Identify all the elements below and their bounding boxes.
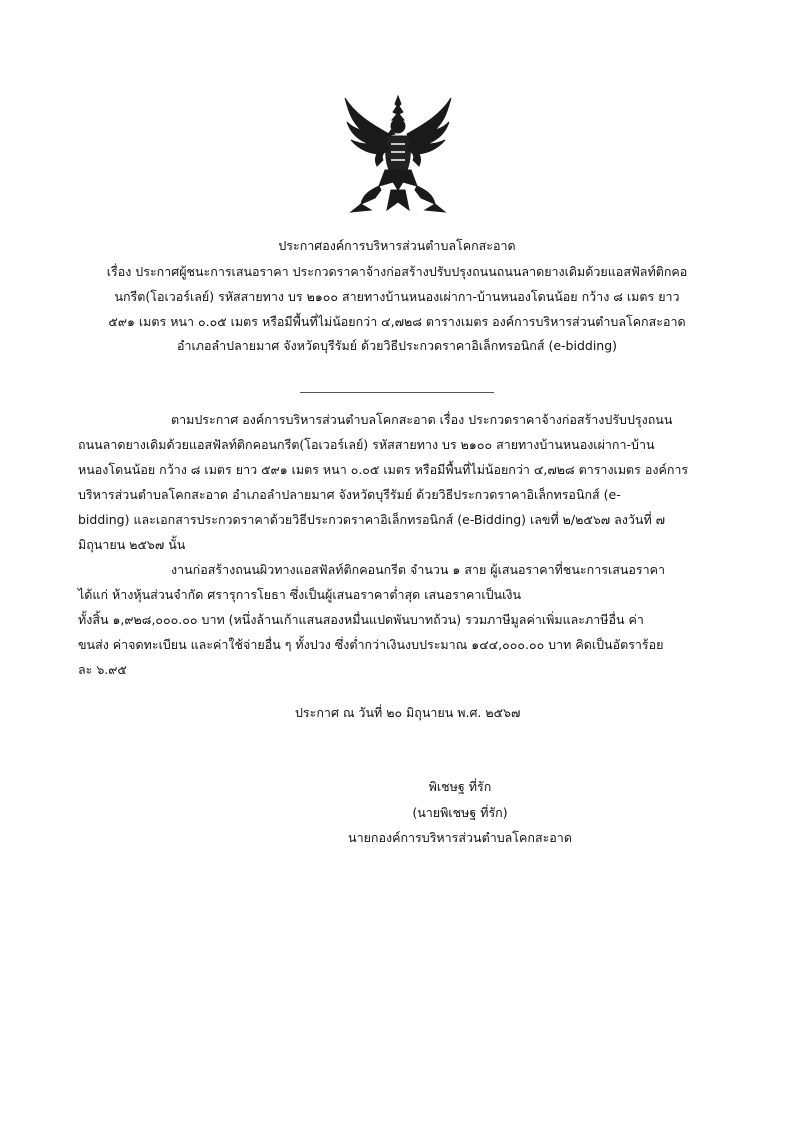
paragraph-line: มิถุนายน ๒๕๖๗ นั้น — [78, 537, 186, 552]
subject-line: ๕๙๑ เมตร หนา ๐.๐๕ เมตร หรือมีพื้นที่ไม่น้อยกว่า ๔,๗๒๘ ตารางเมตร องค์การบริหารส่วนตำบลโคกสะอาด — [108, 314, 686, 329]
paragraph-line: งานก่อสร้างถนนผิวทางแอสฟัลท์ติกคอนกรีต จำนวน ๑ สาย ผู้เสนอราคาที่ชนะการเสนอราคา — [171, 562, 666, 577]
paragraph-line: ทั้งสิ้น ๑,๙๒๘,๐๐๐.๐๐ บาท (หนึ่งล้านเก้าแสนสองหมื่นแปดพันบาทถ้วน) รวมภาษีมูลค่าเพิ่มและภาษีอื่น ค่า — [78, 612, 644, 627]
header-divider — [300, 392, 494, 393]
paragraph-line: ถนนลาดยางเดิมด้วยแอสฟัลท์ติกคอนกรีต(โอเวอร์เลย์) รหัสสายทาง บร ๒๑๐๐ สายทางบ้านหนองเผ่ากา-บ้าน — [78, 437, 655, 452]
subject-line: อำเภอลำปลายมาศ จังหวัดบุรีรัมย์ ด้วยวิธีประกวดราคาอิเล็กทรอนิกส์ (e-bidding) — [176, 338, 618, 353]
paragraph-line: บริหารส่วนตำบลโคกสะอาด อำเภอลำปลายมาศ จังหวัดบุรีรัมย์ ด้วยวิธีประกวดราคาอิเล็กทรอนิกส์ (e- — [78, 487, 621, 502]
paragraph-line: ตามประกาศ องค์การบริหารส่วนตำบลโคกสะอาด เรื่อง ประกวดราคาจ้างก่อสร้างปรับปรุงถนน — [171, 412, 673, 427]
document-header — [40, 0, 754, 360]
paragraph-line: ขนส่ง ค่าจดทะเบียน และค่าใช้จ่ายอื่น ๆ ทั้งปวง ซึ่งต่ำกว่าเงินงบประมาณ ๑๔๔,๐๐๐.๐๐ บาท คิดเป็นอัตราร้อย — [78, 637, 664, 652]
signature-name: พิเชษฐ ที่รัก — [428, 779, 492, 794]
announce-date: ประกาศ ณ วันที่ ๒๐ มิถุนายน พ.ศ. ๒๕๖๗ — [295, 705, 521, 720]
subject-line: นกรีต(โอเวอร์เลย์) รหัสสายทาง บร ๒๑๐๐ สายทางบ้านหนองเผ่ากา-บ้านหนองโดนน้อย กว้าง ๘ เมตร ยาว — [114, 289, 680, 304]
paragraph-line: ละ ๖.๙๕ — [78, 662, 127, 677]
signer-position: นายกองค์การบริหารส่วนตำบลโคกสะอาด — [348, 830, 572, 845]
paragraph-line: bidding) และเอกสารประกวดราคาด้วยวิธีประกวดราคาอิเล็กทรอนิกส์ (e-Bidding) เลขที่ ๒/๒๕๖๗ ลงวันที่ ๗ — [78, 512, 666, 527]
signer-printed-name: (นายพิเชษฐ ที่รัก) — [412, 805, 508, 820]
subject-line: เรื่อง ประกาศผู้ชนะการเสนอราคา ประกวดราคาจ้างก่อสร้างปรับปรุงถนนถนนลาดยางเดิมด้วยแอสฟัลท์ติกคอ — [106, 264, 688, 279]
announcement-title: ประกาศองค์การบริหารส่วนตำบลโคกสะอาด — [278, 238, 516, 253]
paragraph-line: ได้แก่ ห้างหุ้นส่วนจำกัด ศรารุการโยธา ซึ่งเป็นผู้เสนอราคาต่ำสุด เสนอราคาเป็นเงิน — [78, 587, 522, 602]
paragraph-line: หนองโดนน้อย กว้าง ๘ เมตร ยาว ๕๙๑ เมตร หนา ๐.๐๕ เมตร หรือมีพื้นที่ไม่น้อยกว่า ๔,๗๒๘ ตารางเมตร องค์การ — [78, 462, 689, 477]
